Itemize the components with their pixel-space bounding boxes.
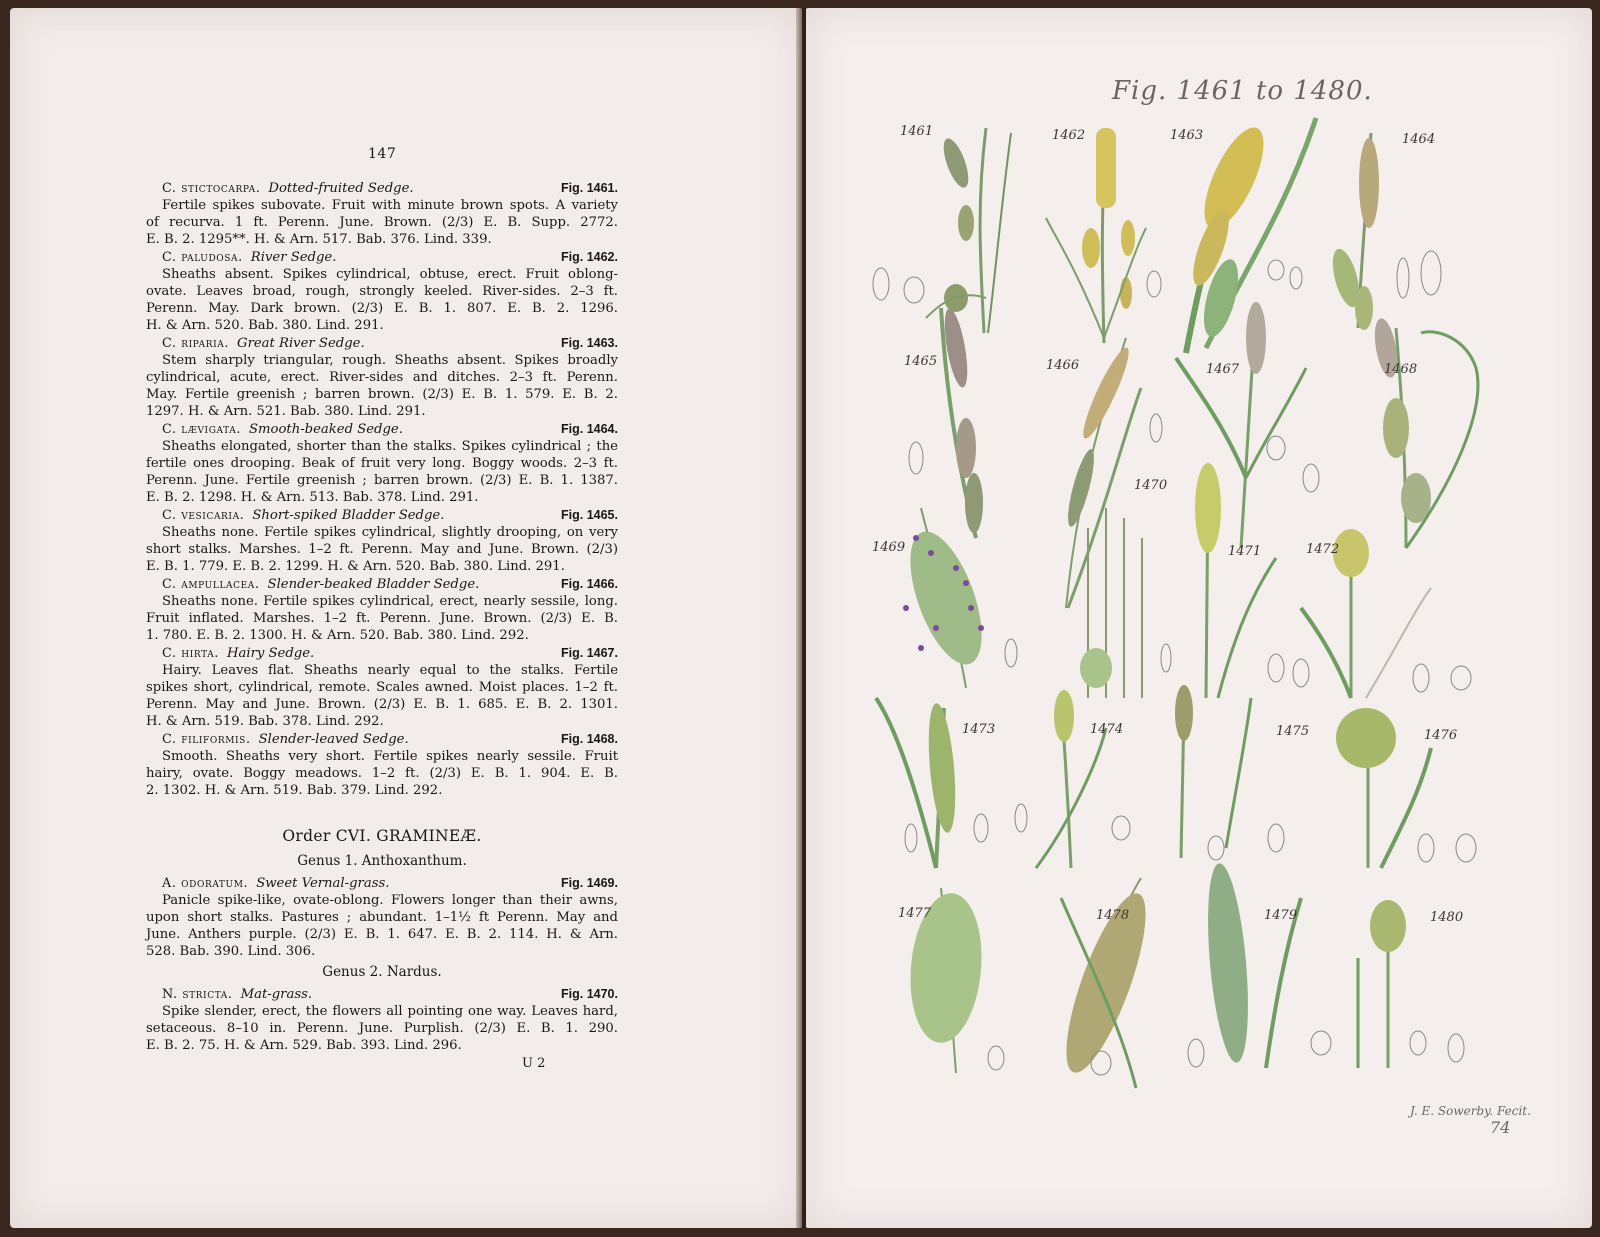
species-entry xyxy=(146,576,618,644)
figure-number-1469: 1469 xyxy=(872,540,906,555)
figure-reference: Fig. 1461. xyxy=(561,181,618,195)
figure-number-1479: 1479 xyxy=(1264,908,1298,923)
entry-heading xyxy=(146,576,618,593)
species-name: C. vesicaria. xyxy=(162,508,245,523)
description-line: H. & Arn. 519. Bab. 378. Lind. 292. xyxy=(146,714,384,729)
common-name: Dotted-fruited Sedge. xyxy=(268,181,414,196)
description-line: short stalks. Marshes. 1–2 ft. Perenn. May and June. Brown. (2/3) xyxy=(146,542,618,557)
genus-heading: Genus 1. Anthoxanthum. xyxy=(297,853,467,869)
species-name: C. ampullacea. xyxy=(162,577,260,592)
description-line: ovate. Leaves broad, rough, strongly keeled. River-sides. 2–3 ft. xyxy=(146,284,618,299)
figure-reference: Fig. 1463. xyxy=(561,336,618,350)
figure-number-1466: 1466 xyxy=(1046,358,1080,373)
illustration-1469 xyxy=(896,508,1017,688)
species-entry xyxy=(146,645,618,730)
entry-heading xyxy=(146,421,618,438)
figure-number-1461: 1461 xyxy=(900,124,934,139)
species-name: N. stricta. xyxy=(162,987,233,1002)
botanical-plate-illustrations xyxy=(806,8,1592,1228)
illustration-1479 xyxy=(1188,862,1331,1068)
figure-number-1476: 1476 xyxy=(1424,728,1458,743)
figure-reference: Fig. 1469. xyxy=(561,876,618,890)
species-name: C. paludosa. xyxy=(162,250,243,265)
figure-reference: Fig. 1467. xyxy=(561,646,618,660)
figure-number-1470: 1470 xyxy=(1134,478,1168,493)
entry-name xyxy=(162,507,444,524)
description-line: 2. 1302. H. & Arn. 519. Bab. 379. Lind. 292. xyxy=(146,783,443,798)
figure-number-1464: 1464 xyxy=(1402,132,1436,147)
left-page xyxy=(10,8,802,1228)
description-line: E. B. 2. 75. H. & Arn. 529. Bab. 393. Lind. 296. xyxy=(146,1038,462,1053)
species-entry xyxy=(146,180,618,248)
species-name: C. filiformis. xyxy=(162,732,251,747)
entry-heading xyxy=(146,731,618,748)
description-line: upon short stalks. Pastures ; abundant. 1–1½ ft Perenn. May and xyxy=(146,910,618,925)
illustration-1468 xyxy=(1303,317,1478,548)
species-entry xyxy=(146,335,618,420)
illustration-1462 xyxy=(1046,128,1161,343)
species-name: C. riparia. xyxy=(162,336,230,351)
genus-heading: Genus 2. Nardus. xyxy=(322,964,442,980)
illustration-1461 xyxy=(873,128,1011,333)
illustration-1465 xyxy=(909,307,983,538)
description-line: June. Anthers purple. (2/3) E. B. 1. 647. E. B. 2. 114. H. & Arn. xyxy=(146,927,618,942)
description-line: Sheaths none. Fertile spikes cylindrical, erect, nearly sessile, long. xyxy=(162,594,618,609)
common-name: Sweet Vernal-grass. xyxy=(256,876,390,891)
description-line: Smooth. Sheaths very short. Fertile spikes nearly sessile. Fruit xyxy=(162,749,618,764)
species-entry xyxy=(146,986,618,1054)
species-entry xyxy=(146,507,618,575)
description-line: Sheaths none. Fertile spikes cylindrical, slightly drooping, on very xyxy=(162,525,618,540)
illustration-1474 xyxy=(1015,690,1130,868)
description-line: Spike slender, erect, the flowers all pointing one way. Leaves hard, xyxy=(162,1004,618,1019)
species-entry xyxy=(146,249,618,334)
description-line: Fertile spikes subovate. Fruit with minute brown spots. A variety xyxy=(162,198,618,213)
figure-number-1477: 1477 xyxy=(898,906,932,921)
description-line: May. Fertile greenish ; barren brown. (2/3) E. B. 1. 579. E. B. 2. xyxy=(146,387,618,402)
figure-reference: Fig. 1470. xyxy=(561,987,618,1001)
entry-heading xyxy=(146,249,618,266)
figure-number-1471: 1471 xyxy=(1228,544,1262,559)
figure-reference: Fig. 1466. xyxy=(561,577,618,591)
description-line: setaceous. 8–10 in. Perenn. June. Purplish. (2/3) E. B. 1. 290. xyxy=(146,1021,618,1036)
species-name: C. hirta. xyxy=(162,646,219,661)
figure-number-1480: 1480 xyxy=(1430,910,1464,925)
description-line: Perenn. May and June. Brown. (2/3) E. B. 1. 685. E. B. 2. 1301. xyxy=(146,697,618,712)
entry-heading xyxy=(146,875,618,892)
figure-reference: Fig. 1462. xyxy=(561,250,618,264)
illustration-1464 xyxy=(1328,133,1441,330)
common-name: Slender-leaved Sedge. xyxy=(258,732,409,747)
description-line: E. B. 1. 779. E. B. 2. 1299. H. & Arn. 520. Bab. 380. Lind. 291. xyxy=(146,559,565,574)
description-line: Sheaths absent. Spikes cylindrical, obtuse, erect. Fruit oblong- xyxy=(162,267,618,282)
illustration-1480 xyxy=(1358,900,1464,1068)
common-name: River Sedge. xyxy=(250,250,337,265)
description-line: H. & Arn. 520. Bab. 380. Lind. 291. xyxy=(146,318,384,333)
figure-number-1473: 1473 xyxy=(962,722,996,737)
figure-number-1462: 1462 xyxy=(1052,128,1086,143)
species-name: C. stictocarpa. xyxy=(162,181,261,196)
species-name: A. odoratum. xyxy=(162,876,249,891)
illustration-1466 xyxy=(1063,338,1162,608)
figure-reference: Fig. 1465. xyxy=(561,508,618,522)
entry-heading xyxy=(146,180,618,197)
description-line: E. B. 2. 1298. H. & Arn. 513. Bab. 378. Lind. 291. xyxy=(146,490,479,505)
figure-reference: Fig. 1464. xyxy=(561,422,618,436)
description-line: fertile ones drooping. Beak of fruit very long. Boggy woods. 2–3 ft. xyxy=(146,456,618,471)
description-line: Stem sharply triangular, rough. Sheaths absent. Spikes broadly xyxy=(162,353,618,368)
entry-heading xyxy=(146,335,618,352)
figure-number-1475: 1475 xyxy=(1276,724,1310,739)
common-name: Great River Sedge. xyxy=(237,336,365,351)
entry-name xyxy=(162,180,414,197)
entry-name xyxy=(162,335,365,352)
entry-name xyxy=(162,249,336,266)
common-name: Short-spiked Bladder Sedge. xyxy=(252,508,445,523)
page-number: 147 xyxy=(368,146,397,162)
description-line: Fruit inflated. Marshes. 1–2 ft. Perenn. June. Brown. (2/3) E. B. xyxy=(146,611,618,626)
common-name: Smooth-beaked Sedge. xyxy=(249,422,403,437)
species-name: C. lævigata. xyxy=(162,422,241,437)
description-line: E. B. 2. 1295**. H. & Arn. 517. Bab. 376. Lind. 339. xyxy=(146,232,492,247)
species-entry xyxy=(146,875,618,960)
description-line: of recurva. 1 ft. Perenn. June. Brown. (2/3) E. B. Supp. 2772. xyxy=(146,215,618,230)
figure-number-1468: 1468 xyxy=(1384,362,1418,377)
species-entry xyxy=(146,421,618,506)
illustration-1475 xyxy=(1175,685,1284,860)
illustration-1471 xyxy=(1195,463,1309,698)
description-line: Perenn. May. Dark brown. (2/3) E. B. 1. 807. E. B. 2. 1296. xyxy=(146,301,618,316)
common-name: Hairy Sedge. xyxy=(226,646,315,661)
description-line: Sheaths elongated, shorter than the stalks. Spikes cylindrical ; the xyxy=(162,439,618,454)
plate-number: 74 xyxy=(1490,1118,1511,1137)
entry-name xyxy=(162,576,479,593)
figure-number-1474: 1474 xyxy=(1090,722,1124,737)
entry-heading xyxy=(146,507,618,524)
description-line: Panicle spike-like, ovate-oblong. Flowers longer than their awns, xyxy=(162,893,618,908)
signature-mark: U 2 xyxy=(522,1056,546,1071)
figure-reference: Fig. 1468. xyxy=(561,732,618,746)
figure-number-1478: 1478 xyxy=(1096,908,1130,923)
description-line: spikes short, cylindrical, remote. Scales awned. Moist places. 1–2 ft. xyxy=(146,680,618,695)
plate-title: Fig. 1461 to 1480. xyxy=(1112,76,1373,106)
entry-heading xyxy=(146,986,618,1003)
entry-name xyxy=(162,875,389,892)
order-heading: Order CVI. GRAMINEÆ. xyxy=(282,827,482,845)
figure-number-1472: 1472 xyxy=(1306,542,1340,557)
entry-name xyxy=(162,645,314,662)
species-entries xyxy=(146,180,618,1071)
figure-number-1467: 1467 xyxy=(1206,362,1240,377)
figure-number-1463: 1463 xyxy=(1170,128,1204,143)
entry-name xyxy=(162,731,409,748)
figure-number-1465: 1465 xyxy=(904,354,938,369)
common-name: Mat-grass. xyxy=(240,987,313,1002)
engraver-credit: J. E. Sowerby. Fecit. xyxy=(1410,1104,1531,1118)
species-entry xyxy=(146,731,618,799)
common-name: Slender-beaked Bladder Sedge. xyxy=(267,577,480,592)
entry-name xyxy=(162,986,312,1003)
entry-heading xyxy=(146,645,618,662)
entry-name xyxy=(162,421,403,438)
description-line: Perenn. June. Fertile greenish ; barren brown. (2/3) E. B. 1. 1387. xyxy=(146,473,618,488)
description-line: 1297. H. & Arn. 521. Bab. 380. Lind. 291. xyxy=(146,404,426,419)
description-line: hairy, ovate. Boggy meadows. 1–2 ft. (2/3) E. B. 1. 904. E. B. xyxy=(146,766,618,781)
description-line: cylindrical, acute, erect. River-sides and ditches. 2–3 ft. Perenn. xyxy=(146,370,618,385)
description-line: 528. Bab. 390. Lind. 306. xyxy=(146,944,316,959)
description-line: Hairy. Leaves flat. Sheaths nearly equal to the stalks. Fertile xyxy=(162,663,618,678)
description-line: 1. 780. E. B. 2. 1300. H. & Arn. 520. Bab. 380. Lind. 292. xyxy=(146,628,529,643)
